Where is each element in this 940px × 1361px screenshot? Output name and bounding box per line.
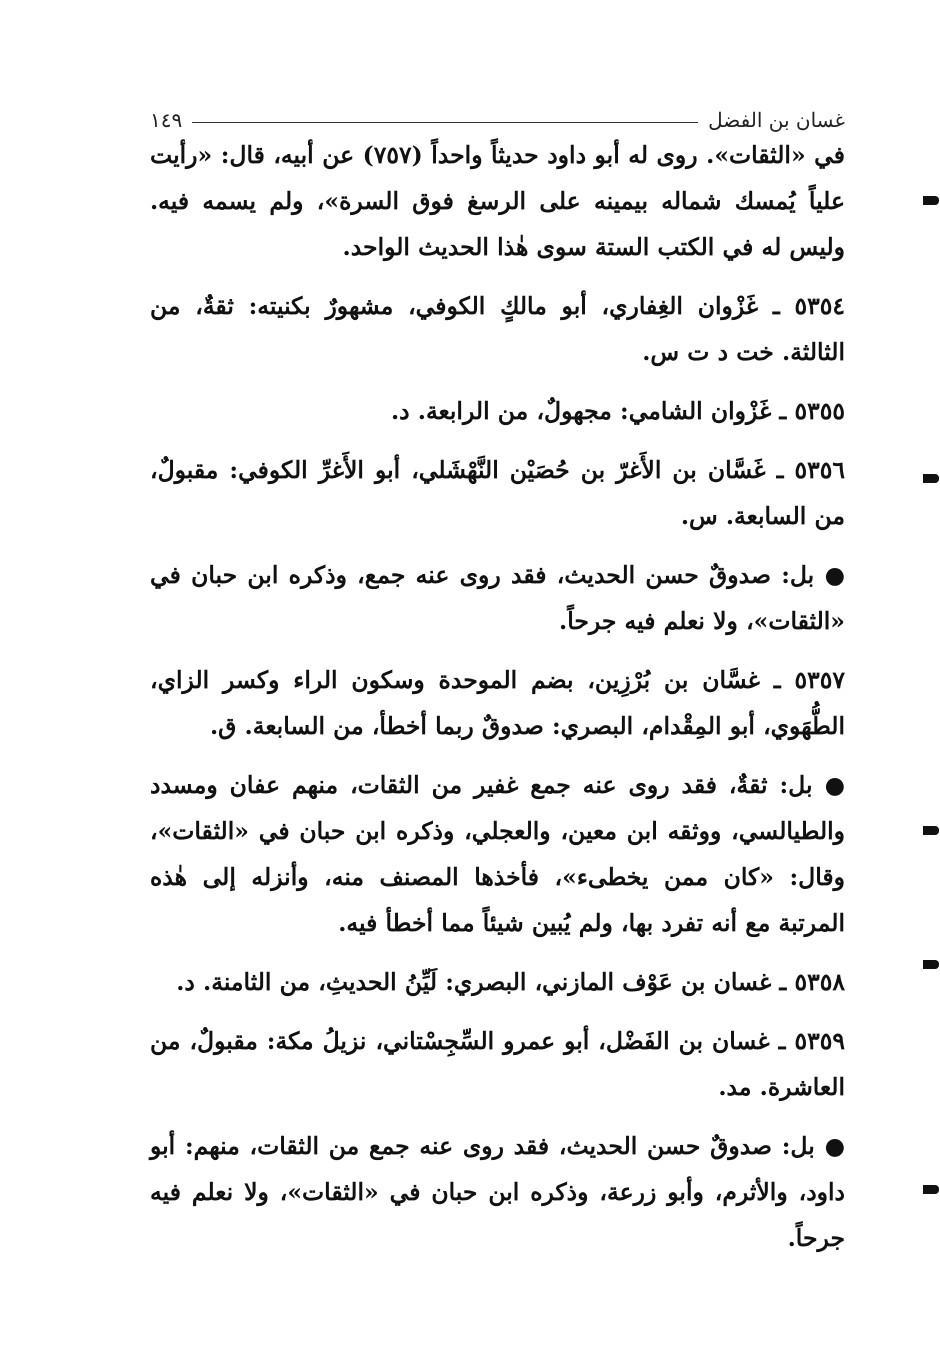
entry-5354: ٥٣٥٤ ـ غَزْوان الغِفاري، أبو مالكٍ الكوفي، مشهورٌ بكنيته: ثقةٌ، من الثالثة. خت د ت س.: [150, 292, 845, 366]
entry-5359: ٥٣٥٩ ـ غسان بن الفَضْل، أبو عمرو السِّجِسْتاني، نزيلُ مكة: مقبولٌ، من العاشرة. مد.: [150, 1027, 845, 1101]
entry-5355: ٥٣٥٥ ـ غَزْوان الشامي: مجهولٌ، من الرابعة. د.: [390, 397, 845, 425]
paragraph-continuation: في «الثقات». روى له أبو داود حديثاً واحداً (٧٥٧) عن أبيه، قال: «رأيت علياً يُمسك شماله بيمينه على الرسغ فوق السرة»، ولم يسمه فيه. وليس له في الكتب الستة سوى هٰذا الحديث الواحد.: [150, 141, 845, 261]
margin-mark: [923, 1185, 939, 1194]
comment-5359: ● بل: صدوقٌ حسن الحديث، فقد روى عنه جمع من الثقات، منهم: أبو داود، والأثرم، وأبو زرعة، وذكره ابن حبان في «الثقات»، ولا نعلم فيه جرحاً.: [150, 1132, 845, 1252]
book-page: [150, 94, 845, 1261]
page-number: ١٤٩: [150, 108, 183, 132]
comment-5357: ● بل: ثقةٌ، فقد روى عنه جمع غفير من الثقات، منهم عفان ومسدد والطيالسي، ووثقه ابن معين، والعجلي، وذكره ابن حبان في «الثقات»، وقال: «كان ممن يخطىء»، فأخذها المصنف منه، وأنزله إلى هٰذه المرتبة مع أنه تفرد بها، ولم يُبين شيئاً مما أخطأ فيه.: [150, 771, 845, 937]
running-title: غسان بن الفضل: [708, 108, 845, 132]
header-rule: [192, 122, 698, 123]
comment-5356: ● بل: صدوقٌ حسن الحديث، فقد روى عنه جمع، وذكره ابن حبان في «الثقات»، ولا نعلم فيه جرحاً.: [150, 561, 845, 635]
entry-5357: ٥٣٥٧ ـ غسَّان بن بُرْزِين، بضم الموحدة وسكون الراء وكسر الزاي، الطُّهَوي، أبو المِقْدام، البصري: صدوقٌ ربما أخطأ، من السابعة. ق.: [150, 666, 845, 740]
entry-5356: ٥٣٥٦ ـ غَسَّان بن الأَغرّ بن حُصَيْن النَّهْشَلي، أبو الأَغرِّ الكوفي: مقبولٌ، من السابعة. س.: [150, 456, 845, 530]
margin-mark: [923, 474, 939, 483]
margin-mark: [923, 196, 939, 205]
margin-mark: [923, 826, 939, 835]
entry-5358: ٥٣٥٨ ـ غسان بن عَوْف المازني، البصري: لَيِّنُ الحديثِ، من الثامنة. د.: [176, 968, 845, 996]
running-header: [150, 94, 845, 132]
margin-mark: [923, 960, 939, 969]
